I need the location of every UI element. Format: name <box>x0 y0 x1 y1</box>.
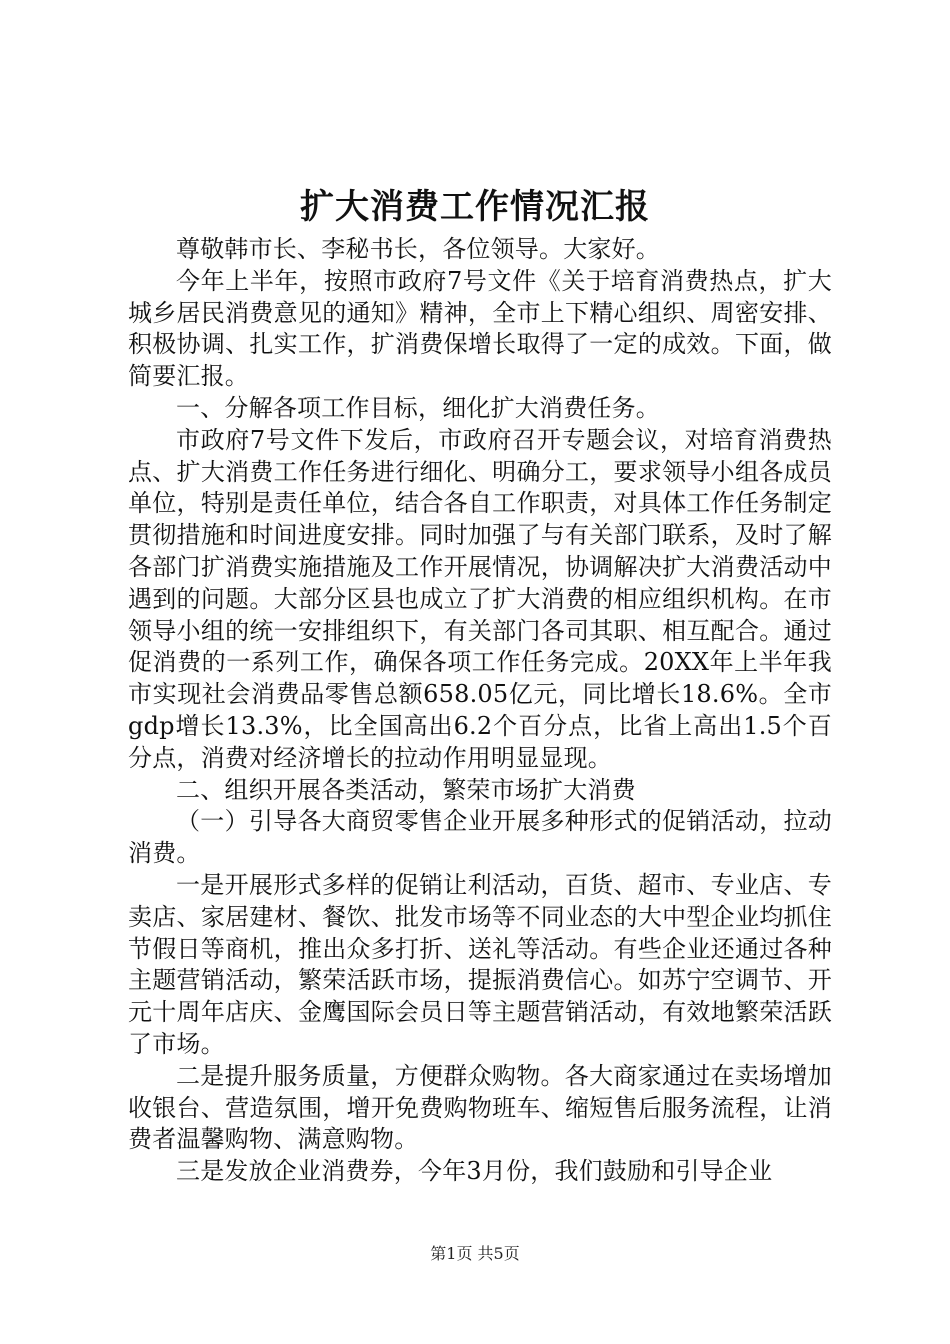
subsection-heading-1: （一）引导各大商贸零售企业开展多种形式的促销活动，拉动消费。 <box>128 807 832 868</box>
document-title: 扩大消费工作情况汇报 <box>300 187 650 227</box>
paragraph-section-1: 市政府7号文件下发后，市政府召开专题会议，对培育消费热点、扩大消费工作任务进行细化、明确分工，要求领导小组各成员单位，特别是责任单位，结合各自工作职责，对具体工作任务制定贯彻措施和时间进度安排。同时加强了与有关部门联系，及时了解各部门扩消费实施措施及工作开展情况，协调解决扩大消费活动中遇到的问题。大部分区县也成立了扩大消费的相应组织机构。在市领导小组的统一安排组织下，有关部门各司其职、相互配合。通过促消费的一系列工作，确保各项工作任务完成。20XX年上半年我市实现社会消费品零售总额658.05亿元，同比增长18.6%。全市gdp增长13.3%，比全国高出6.2个百分点，比省上高出1.5个百分点，消费对经济增长的拉动作用明显显现。 <box>128 425 832 772</box>
page-number: 第1页 共5页 <box>430 1244 520 1263</box>
paragraph-item-2: 二是提升服务质量，方便群众购物。各大商家通过在卖场增加收银台、营造氛围，增开免费购物班车、缩短售后服务流程，让消费者温馨购物、满意购物。 <box>128 1061 832 1154</box>
document-body <box>128 234 832 1188</box>
paragraph-greeting: 尊敬韩市长、李秘书长，各位领导。大家好。 <box>176 235 660 263</box>
paragraph-item-3: 三是发放企业消费券，今年3月份，我们鼓励和引导企业 <box>176 1157 773 1186</box>
section-heading-1: 一、分解各项工作目标，细化扩大消费任务。 <box>176 393 660 422</box>
section-heading-2: 二、组织开展各类活动，繁荣市场扩大消费 <box>176 775 636 804</box>
paragraph-intro: 今年上半年，按照市政府7号文件《关于培育消费热点，扩大城乡居民消费意见的通知》精神，全市上下精心组织、周密安排、积极协调、扎实工作，扩消费保增长取得了一定的成效。下面，做简要汇报。 <box>128 266 832 391</box>
paragraph-item-1: 一是开展形式多样的促销让利活动，百货、超市、专业店、专卖店、家居建材、餐饮、批发市场等不同业态的大中型企业均抓住节假日等商机，推出众多打折、送礼等活动。有些企业还通过各种主题营销活动，繁荣活跃市场，提振消费信心。如苏宁空调节、开元十周年店庆、金鹰国际会员日等主题营销活动，有效地繁荣活跃了市场。 <box>128 870 832 1058</box>
